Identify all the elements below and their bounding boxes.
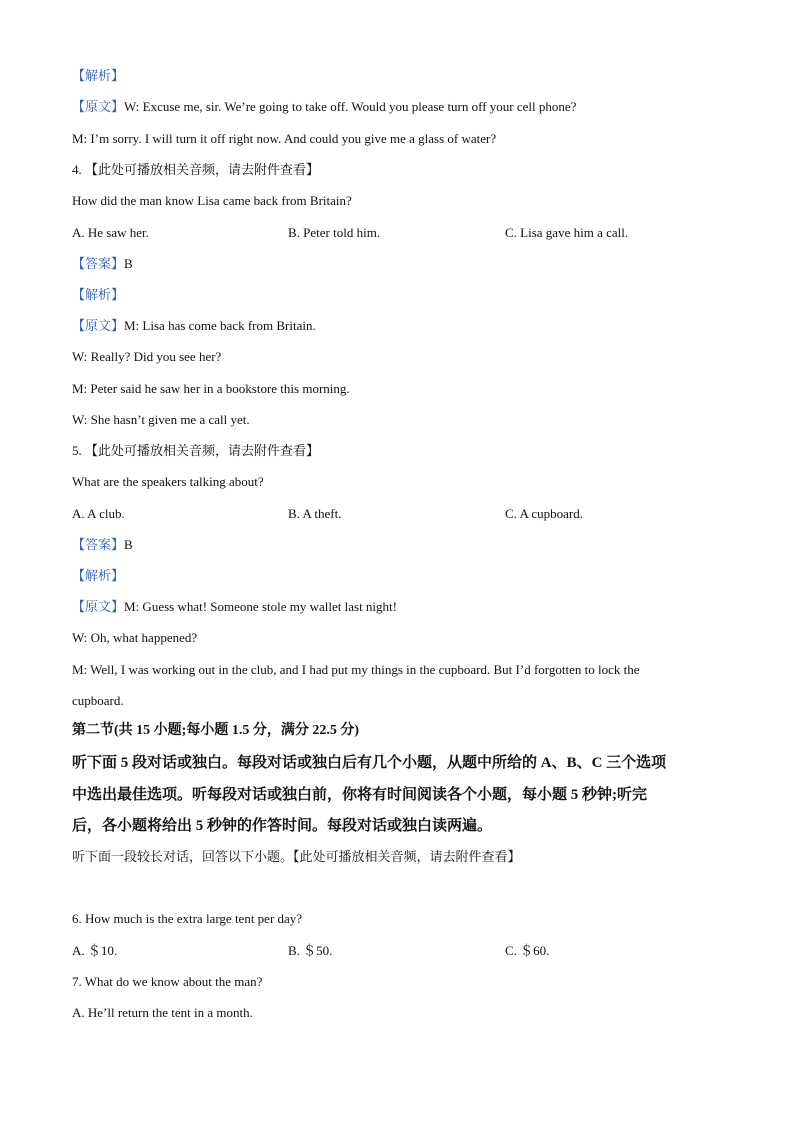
analysis-tag: 【解析】 xyxy=(72,568,125,583)
answer-tag: 【答案】 xyxy=(72,256,125,271)
transcript-text: W: Excuse me, sir. We’re going to take off. Would you please turn off your cell phone? xyxy=(124,99,577,114)
q4-option-b: B. Peter told him. xyxy=(288,225,381,240)
question-4-header: 4. 【此处可播放相关音频，请去附件查看】 xyxy=(72,162,320,177)
q6-option-c: C. ＄60. xyxy=(505,943,550,958)
transcript-line: M: Well, I was working out in the club, and I had put my things in the cupboard. But I’d forgotten to lock the xyxy=(72,662,640,677)
q4-answer xyxy=(72,256,133,272)
transcript-line xyxy=(72,99,576,115)
section-title: 第二节(共 15 小题;每小题 1.5 分，满分 22.5 分) xyxy=(72,723,359,738)
question-6-text: 6. How much is the extra large tent per day? xyxy=(72,911,303,926)
dialogue-intro: 听下面一段较长对话，回答以下小题。【此处可播放相关音频，请去附件查看】 xyxy=(72,849,521,864)
transcript-line xyxy=(72,318,316,334)
transcript-line: W: She hasn’t given me a call yet. xyxy=(72,412,250,427)
transcript-tag: 【原文】 xyxy=(72,599,125,614)
transcript-line: cupboard. xyxy=(72,693,124,708)
transcript-line: M: I’m sorry. I will turn it off right now. And could you give me a glass of water? xyxy=(72,131,497,146)
analysis-tag: 【解析】 xyxy=(72,68,125,83)
transcript-line: W: Really? Did you see her? xyxy=(72,349,222,364)
q6-option-a: A. ＄10. xyxy=(72,943,118,958)
q4-option-c: C. Lisa gave him a call. xyxy=(505,225,629,240)
transcript-tag: 【原文】 xyxy=(72,318,125,333)
section-instruction: 听下面 5 段对话或独白。每段对话或独白后有几个小题，从题中所给的 A、B、C 三个选项 xyxy=(72,755,667,771)
transcript-text: M: Guess what! Someone stole my wallet last night! xyxy=(124,599,397,614)
transcript-line xyxy=(72,599,397,615)
question-4-text: How did the man know Lisa came back from Britain? xyxy=(72,193,352,208)
question-5-text: What are the speakers talking about? xyxy=(72,474,264,489)
q5-answer xyxy=(72,537,133,553)
analysis-tag: 【解析】 xyxy=(72,287,125,302)
question-7-text: 7. What do we know about the man? xyxy=(72,974,263,989)
q5-option-c: C. A cupboard. xyxy=(505,506,583,521)
transcript-line: M: Peter said he saw her in a bookstore this morning. xyxy=(72,381,350,396)
answer-value: B xyxy=(124,256,133,271)
q6-option-b: B. ＄50. xyxy=(288,943,333,958)
q7-option-a: A. He’ll return the tent in a month. xyxy=(72,1005,253,1020)
answer-tag: 【答案】 xyxy=(72,537,125,552)
q5-option-b: B. A theft. xyxy=(288,506,342,521)
transcript-tag: 【原文】 xyxy=(72,99,125,114)
q4-option-a: A. He saw her. xyxy=(72,225,149,240)
transcript-line: W: Oh, what happened? xyxy=(72,630,198,645)
answer-value: B xyxy=(124,537,133,552)
question-5-header: 5. 【此处可播放相关音频，请去附件查看】 xyxy=(72,443,320,458)
section-instruction: 后，各小题将给出 5 秒钟的作答时间。每段对话或独白读两遍。 xyxy=(72,818,493,834)
q5-option-a: A. A club. xyxy=(72,506,125,521)
transcript-text: M: Lisa has come back from Britain. xyxy=(124,318,316,333)
section-instruction: 中选出最佳选项。听每段对话或独白前，你将有时间阅读各个小题，每小题 5 秒钟;听完 xyxy=(72,787,647,803)
